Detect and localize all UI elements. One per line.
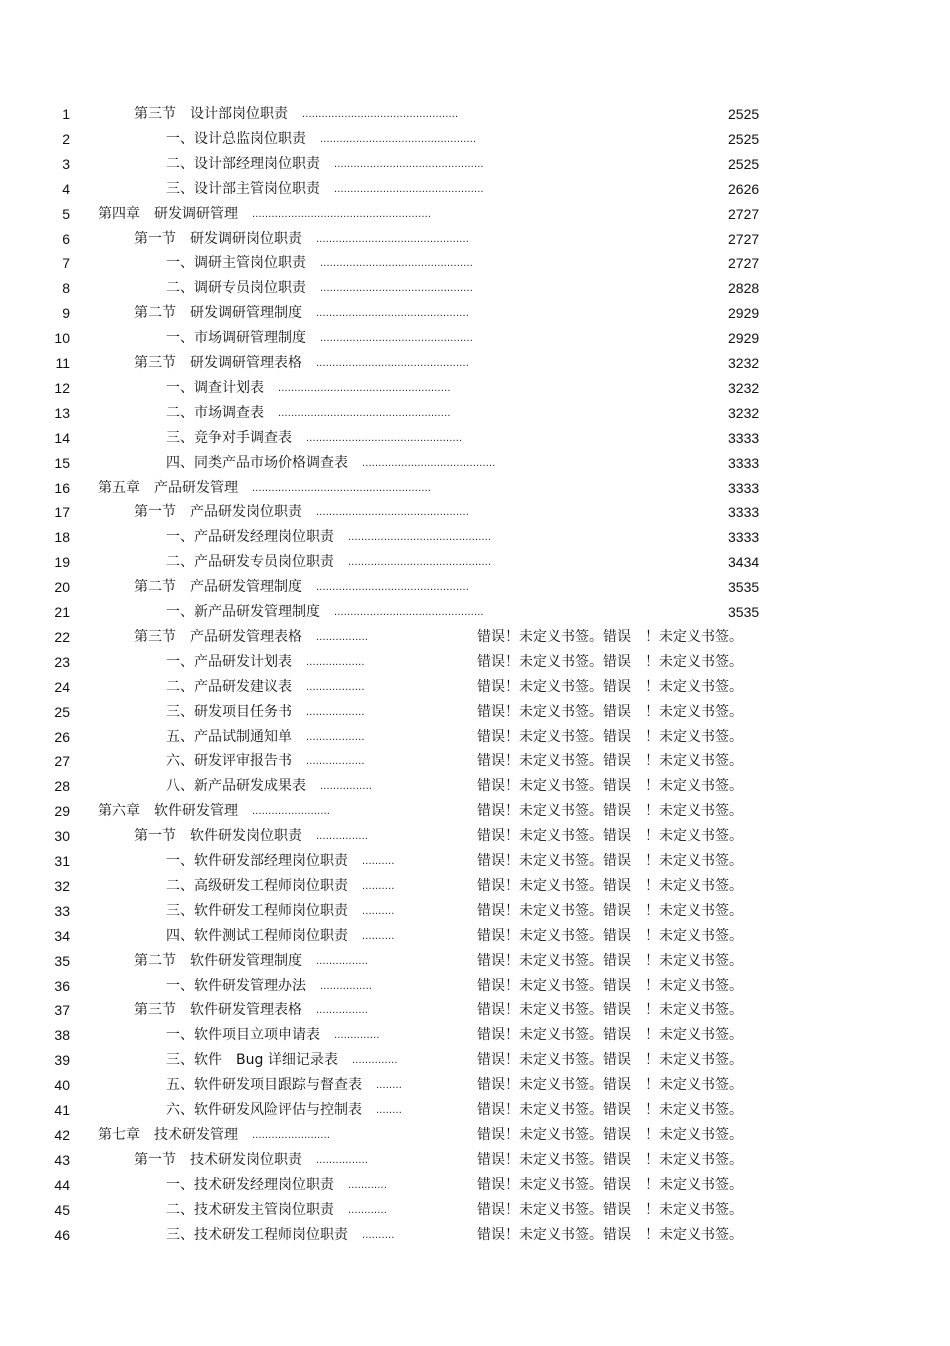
- row-number: 29: [54, 803, 70, 820]
- toc-row[interactable]: [0, 975, 950, 997]
- row-number: 41: [54, 1102, 70, 1118]
- entry-title: 第二节 产品研发管理制度: [134, 579, 302, 596]
- toc-row[interactable]: [0, 178, 950, 200]
- dot-leader: ..................: [306, 730, 365, 743]
- entry-title: 四、同类产品市场价格调查表: [166, 454, 348, 471]
- toc-row[interactable]: [0, 950, 950, 972]
- row-number: 26: [54, 728, 70, 745]
- entry-title: 第四章 研发调研管理: [98, 205, 238, 222]
- dot-leader: ..................: [306, 705, 365, 718]
- dot-leader: ..................: [306, 680, 365, 693]
- toc-row[interactable]: [0, 1224, 950, 1246]
- toc-row[interactable]: [0, 1024, 950, 1046]
- dot-leader: ................: [316, 830, 369, 843]
- dot-leader: ..........: [362, 855, 395, 867]
- dot-leader: ..............................................: [334, 157, 484, 170]
- entry-title: 二、产品研发建议表: [166, 678, 292, 695]
- row-number: 25: [54, 703, 70, 720]
- entry-title: 一、产品研发经理岗位职责: [166, 529, 334, 546]
- page-number: 2727: [728, 205, 760, 222]
- row-number: 31: [54, 853, 70, 869]
- page-number: 3232: [728, 379, 760, 396]
- bookmark-error-text: 错误！未定义书签。错误 ！未定义书签。: [477, 703, 743, 720]
- row-number: 46: [54, 1226, 70, 1243]
- toc-row[interactable]: [0, 925, 950, 947]
- toc-row[interactable]: [0, 1074, 950, 1096]
- row-number: 35: [54, 952, 70, 969]
- toc-row[interactable]: [0, 252, 950, 274]
- entry-title: 一、软件研发管理办法: [166, 977, 306, 994]
- bookmark-error-text: 错误！未定义书签。错误 ！未定义书签。: [477, 1052, 743, 1069]
- toc-row[interactable]: [0, 601, 950, 623]
- bookmark-error-text: 错误！未定义书签。错误 ！未定义书签。: [477, 1176, 743, 1193]
- entry-title: 三、技术研发工程师岗位职责: [166, 1226, 348, 1243]
- bookmark-error-text: 错误！未定义书签。错误 ！未定义书签。: [477, 1226, 743, 1243]
- row-number: 45: [54, 1201, 70, 1218]
- dot-leader: ..........: [362, 879, 395, 892]
- toc-row[interactable]: [0, 128, 950, 150]
- toc-row[interactable]: [0, 302, 950, 324]
- toc-row[interactable]: [0, 203, 950, 225]
- page-number: 3333: [728, 479, 760, 496]
- row-number: 33: [54, 902, 70, 919]
- toc-row[interactable]: [0, 327, 950, 349]
- bookmark-error-text: 错误！未定义书签。错误 ！未定义书签。: [477, 1151, 743, 1168]
- page-number: 2525: [728, 106, 760, 122]
- row-number: 10: [54, 330, 70, 347]
- row-number: 14: [54, 429, 70, 446]
- dot-leader: ..................: [306, 755, 365, 768]
- toc-row[interactable]: [0, 825, 950, 847]
- page-number: 3232: [728, 404, 760, 421]
- dot-leader: ..........: [362, 929, 395, 942]
- entry-title: 第二节 研发调研管理制度: [134, 305, 302, 322]
- entry-title: 一、调研主管岗位职责: [166, 255, 306, 272]
- page-number: 2828: [728, 280, 760, 297]
- entry-title: 五、软件研发项目跟踪与督查表: [166, 1077, 362, 1094]
- page-number: 3232: [728, 355, 760, 371]
- dot-leader: ................................................: [302, 108, 459, 120]
- dot-leader: ...............................................: [320, 282, 474, 295]
- toc-row[interactable]: [0, 1124, 950, 1146]
- toc-row[interactable]: [0, 352, 950, 374]
- bookmark-error-text: 错误！未定义书签。错误 ！未定义书签。: [477, 1126, 743, 1143]
- bookmark-error-text: 错误！未定义书签。错误 ！未定义书签。: [477, 628, 743, 645]
- toc-row[interactable]: [0, 1174, 950, 1196]
- entry-title: 一、软件研发部经理岗位职责: [166, 853, 348, 869]
- toc-row[interactable]: [0, 477, 950, 499]
- toc-row[interactable]: [0, 551, 950, 573]
- dot-leader: .....................................................: [278, 381, 451, 394]
- row-number: 18: [54, 529, 70, 546]
- toc-row[interactable]: [0, 402, 950, 424]
- row-number: 42: [54, 1126, 70, 1143]
- page-number: 3333: [728, 429, 760, 446]
- toc-row[interactable]: [0, 651, 950, 673]
- bookmark-error-text: 错误！未定义书签。错误 ！未定义书签。: [477, 1027, 743, 1044]
- toc-row[interactable]: [0, 1049, 950, 1071]
- entry-title: 八、新产品研发成果表: [166, 778, 306, 795]
- row-number: 9: [62, 305, 70, 322]
- toc-row[interactable]: [0, 153, 950, 175]
- entry-title: 第三节 设计部岗位职责: [134, 106, 288, 122]
- dot-leader: ............: [348, 1203, 388, 1216]
- dot-leader: ..............: [352, 1054, 398, 1067]
- entry-title: 第五章 产品研发管理: [98, 479, 238, 496]
- entry-title: 第二节 软件研发管理制度: [134, 952, 302, 969]
- page-number: 2929: [728, 330, 760, 347]
- bookmark-error-text: 错误！未定义书签。错误 ！未定义书签。: [477, 1201, 743, 1218]
- dot-leader: ..................: [306, 655, 365, 668]
- row-number: 3: [62, 155, 70, 172]
- row-number: 23: [54, 653, 70, 670]
- entry-title: 六、软件研发风险评估与控制表: [166, 1102, 362, 1118]
- dot-leader: ........: [376, 1079, 403, 1092]
- row-number: 2: [62, 130, 70, 147]
- toc-row[interactable]: [0, 701, 950, 723]
- page-number: 2525: [728, 155, 760, 172]
- dot-leader: .........................................: [362, 456, 496, 469]
- entry-title: 五、产品试制通知单: [166, 728, 292, 745]
- dot-leader: ..........: [362, 904, 395, 917]
- row-number: 12: [54, 379, 70, 396]
- toc-row[interactable]: [0, 526, 950, 548]
- page-number: 2929: [728, 305, 760, 322]
- page-number: 3333: [728, 529, 760, 546]
- dot-leader: .......................................................: [252, 481, 432, 494]
- dot-leader: ............: [348, 1178, 388, 1191]
- toc-row[interactable]: [0, 576, 950, 598]
- entry-title: 二、产品研发专员岗位职责: [166, 554, 334, 571]
- toc-row[interactable]: [0, 1099, 950, 1121]
- row-number: 39: [54, 1052, 70, 1069]
- page-number: 2525: [728, 130, 760, 147]
- dot-leader: ............................................: [348, 556, 492, 569]
- dot-leader: ................: [316, 630, 369, 643]
- row-number: 34: [54, 927, 70, 944]
- entry-title: 第一节 技术研发岗位职责: [134, 1151, 302, 1168]
- entry-title: 第六章 软件研发管理: [98, 803, 238, 820]
- dot-leader: ................................................: [320, 132, 477, 145]
- toc-row[interactable]: [0, 800, 950, 822]
- row-number: 15: [54, 454, 70, 471]
- dot-leader: ........................: [252, 805, 331, 818]
- entry-title: 二、高级研发工程师岗位职责: [166, 877, 348, 894]
- dot-leader: .......................................................: [252, 207, 432, 220]
- row-number: 27: [54, 753, 70, 770]
- page-number: 2626: [728, 180, 760, 197]
- row-number: 19: [54, 554, 70, 571]
- row-number: 13: [54, 404, 70, 421]
- dot-leader: ..............................................: [334, 182, 484, 195]
- toc-row[interactable]: [0, 726, 950, 748]
- entry-title: 第一节 软件研发岗位职责: [134, 828, 302, 845]
- page-number: 3333: [728, 504, 760, 521]
- row-number: 36: [54, 977, 70, 994]
- dot-leader: ........................: [252, 1128, 331, 1141]
- row-number: 1: [62, 106, 70, 122]
- bookmark-error-text: 错误！未定义书签。错误 ！未定义书签。: [477, 952, 743, 969]
- toc-row[interactable]: [0, 1199, 950, 1221]
- bookmark-error-text: 错误！未定义书签。错误 ！未定义书签。: [477, 778, 743, 795]
- row-number: 43: [54, 1151, 70, 1168]
- bookmark-error-text: 错误！未定义书签。错误 ！未定义书签。: [477, 678, 743, 695]
- dot-leader: ................: [316, 1004, 369, 1017]
- dot-leader: ................................................: [306, 431, 463, 444]
- toc-row[interactable]: [0, 501, 950, 523]
- entry-title: 二、调研专员岗位职责: [166, 280, 306, 297]
- bookmark-error-text: 错误！未定义书签。错误 ！未定义书签。: [477, 902, 743, 919]
- dot-leader: .....................................................: [278, 406, 451, 419]
- dot-leader: ................: [316, 954, 369, 967]
- dot-leader: ..............: [334, 1029, 380, 1042]
- row-number: 28: [54, 778, 70, 795]
- dot-leader: ................: [316, 1153, 369, 1166]
- entry-title: 第一节 产品研发岗位职责: [134, 504, 302, 521]
- entry-title: 一、调查计划表: [166, 379, 264, 396]
- dot-leader: ...............................................: [316, 307, 470, 320]
- bookmark-error-text: 错误！未定义书签。错误 ！未定义书签。: [477, 853, 743, 869]
- row-number: 5: [62, 205, 70, 222]
- page-number: 3535: [728, 604, 760, 620]
- entry-title: 一、产品研发计划表: [166, 653, 292, 670]
- row-number: 38: [54, 1027, 70, 1044]
- row-number: 21: [54, 604, 70, 620]
- entry-title: 二、设计部经理岗位职责: [166, 155, 320, 172]
- entry-title: 第三节 软件研发管理表格: [134, 1002, 302, 1019]
- toc-row[interactable]: [0, 377, 950, 399]
- row-number: 7: [62, 255, 70, 272]
- dot-leader: ........: [376, 1104, 403, 1116]
- bookmark-error-text: 错误！未定义书签。错误 ！未定义书签。: [477, 1002, 743, 1019]
- row-number: 4: [62, 180, 70, 197]
- row-number: 11: [55, 355, 70, 371]
- row-number: 17: [54, 504, 70, 521]
- toc-row[interactable]: [0, 875, 950, 897]
- page-number: 3535: [728, 579, 760, 596]
- row-number: 37: [54, 1002, 70, 1019]
- entry-title: 一、软件项目立项申请表: [166, 1027, 320, 1044]
- toc-row[interactable]: [0, 676, 950, 698]
- bookmark-error-text: 错误！未定义书签。错误 ！未定义书签。: [477, 653, 743, 670]
- entry-title: 一、市场调研管理制度: [166, 330, 306, 347]
- bookmark-error-text: 错误！未定义书签。错误 ！未定义书签。: [477, 803, 743, 820]
- entry-title: 六、研发评审报告书: [166, 753, 292, 770]
- toc-row[interactable]: [0, 850, 950, 872]
- row-number: 20: [54, 579, 70, 596]
- entry-title: 三、设计部主管岗位职责: [166, 180, 320, 197]
- entry-title: 三、软件研发工程师岗位职责: [166, 902, 348, 919]
- toc-row[interactable]: [0, 452, 950, 474]
- row-number: 16: [54, 479, 70, 496]
- toc-row[interactable]: [0, 427, 950, 449]
- toc-row[interactable]: [0, 900, 950, 922]
- toc-row[interactable]: [0, 999, 950, 1021]
- toc-row[interactable]: [0, 228, 950, 250]
- bookmark-error-text: 错误！未定义书签。错误 ！未定义书签。: [477, 1102, 743, 1118]
- entry-title: 第七章 技术研发管理: [98, 1126, 238, 1143]
- toc-row[interactable]: [0, 750, 950, 772]
- row-number: 32: [54, 877, 70, 894]
- page-number: 3434: [728, 554, 760, 571]
- entry-title: 三、竞争对手调查表: [166, 429, 292, 446]
- entry-title: 一、新产品研发管理制度: [166, 604, 320, 620]
- entry-title: 三、研发项目任务书: [166, 703, 292, 720]
- dot-leader: ................: [320, 780, 373, 793]
- dot-leader: ..........: [362, 1228, 395, 1241]
- dot-leader: ................: [320, 979, 373, 992]
- entry-title: 第三节 产品研发管理表格: [134, 628, 302, 645]
- dot-leader: ...............................................: [320, 257, 474, 270]
- dot-leader: ...............................................: [320, 332, 474, 345]
- row-number: 30: [54, 828, 70, 845]
- dot-leader: ...............................................: [316, 581, 470, 594]
- toc-row[interactable]: [0, 626, 950, 648]
- row-number: 8: [62, 280, 70, 297]
- dot-leader: ...............................................: [316, 232, 470, 245]
- bookmark-error-text: 错误！未定义书签。错误 ！未定义书签。: [477, 728, 743, 745]
- dot-leader: ..............................................: [334, 606, 484, 618]
- bookmark-error-text: 错误！未定义书签。错误 ！未定义书签。: [477, 977, 743, 994]
- entry-title: 二、技术研发主管岗位职责: [166, 1201, 334, 1218]
- page-number: 2727: [728, 255, 760, 272]
- entry-title: 二、市场调查表: [166, 404, 264, 421]
- toc-row[interactable]: [0, 775, 950, 797]
- row-number: 24: [54, 678, 70, 695]
- entry-title: 三、软件 Bug 详细记录表: [166, 1052, 338, 1069]
- bookmark-error-text: 错误！未定义书签。错误 ！未定义书签。: [477, 927, 743, 944]
- page-number: 2727: [728, 230, 760, 247]
- bookmark-error-text: 错误！未定义书签。错误 ！未定义书签。: [477, 1077, 743, 1094]
- row-number: 44: [54, 1176, 70, 1193]
- row-number: 40: [54, 1077, 70, 1094]
- dot-leader: ...............................................: [316, 357, 470, 369]
- entry-title: 一、技术研发经理岗位职责: [166, 1176, 334, 1193]
- row-number: 6: [62, 230, 70, 247]
- toc-row[interactable]: [0, 277, 950, 299]
- dot-leader: ...............................................: [316, 506, 470, 519]
- bookmark-error-text: 错误！未定义书签。错误 ！未定义书签。: [477, 828, 743, 845]
- entry-title: 第一节 研发调研岗位职责: [134, 230, 302, 247]
- entry-title: 四、软件测试工程师岗位职责: [166, 927, 348, 944]
- bookmark-error-text: 错误！未定义书签。错误 ！未定义书签。: [477, 753, 743, 770]
- bookmark-error-text: 错误！未定义书签。错误 ！未定义书签。: [477, 877, 743, 894]
- toc-row[interactable]: [0, 1149, 950, 1171]
- entry-title: 第三节 研发调研管理表格: [134, 355, 302, 371]
- row-number: 22: [54, 628, 70, 645]
- toc-row[interactable]: [0, 103, 950, 125]
- entry-title: 一、设计总监岗位职责: [166, 130, 306, 147]
- page-number: 3333: [728, 454, 760, 471]
- dot-leader: ............................................: [348, 531, 492, 544]
